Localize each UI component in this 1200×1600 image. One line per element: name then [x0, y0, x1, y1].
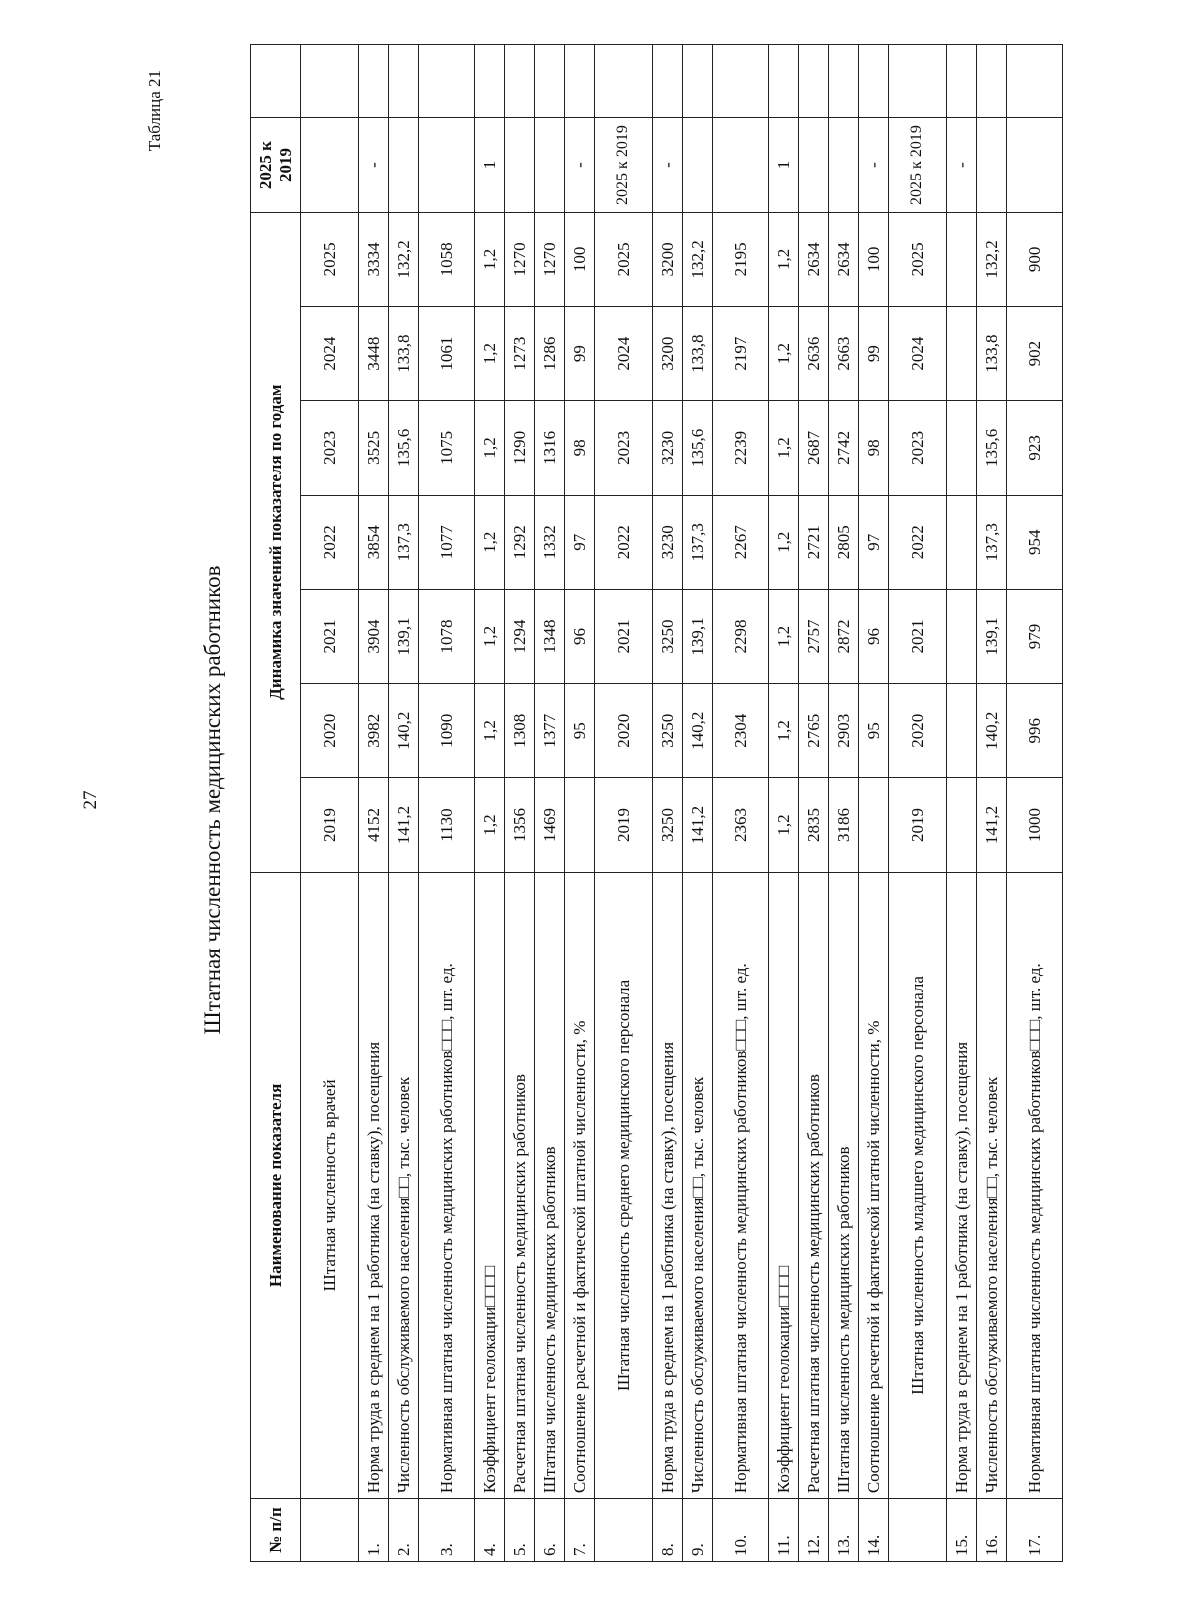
- row-num: 16.: [977, 1499, 1007, 1562]
- section-num: [301, 1499, 359, 1562]
- year-cell: 2024: [595, 307, 653, 401]
- value-cell: 1,2: [769, 684, 799, 778]
- ratio-cell: [683, 118, 713, 212]
- value-cell: 2298: [713, 589, 769, 683]
- year-cell: 2023: [301, 401, 359, 495]
- value-cell: 1,2: [769, 307, 799, 401]
- value-cell: 954: [1007, 495, 1063, 589]
- value-cell: 2197: [713, 307, 769, 401]
- section-title: Штатная численность врачей: [301, 872, 359, 1498]
- value-cell: [859, 778, 889, 872]
- value-cell: 139,1: [977, 589, 1007, 683]
- row-num: 15.: [947, 1499, 977, 1562]
- extra-cell: [859, 45, 889, 118]
- table-row: [947, 45, 977, 1562]
- row-num: 7.: [565, 1499, 595, 1562]
- value-cell: 95: [859, 684, 889, 778]
- row-name: Норма труда в среднем на 1 работника (на ставку), посещения: [359, 872, 389, 1498]
- section-row: [889, 45, 947, 1562]
- row-num: 11.: [769, 1499, 799, 1562]
- value-cell: 1130: [419, 778, 475, 872]
- value-cell: 141,2: [389, 778, 419, 872]
- value-cell: 141,2: [977, 778, 1007, 872]
- row-name: Норма труда в среднем на 1 работника (на ставку), посещения: [653, 872, 683, 1498]
- extra-cell: [565, 45, 595, 118]
- year-cell: 2022: [595, 495, 653, 589]
- ratio-cell: -: [947, 118, 977, 212]
- extra-cell: [1007, 45, 1063, 118]
- value-cell: [565, 778, 595, 872]
- value-cell: 1,2: [769, 495, 799, 589]
- value-cell: 1000: [1007, 778, 1063, 872]
- extra-cell: [889, 45, 947, 118]
- value-cell: 135,6: [683, 401, 713, 495]
- ratio-cell: [505, 118, 535, 212]
- header-ratio: 2025 к 2019: [251, 118, 301, 212]
- value-cell: 2363: [713, 778, 769, 872]
- extra-cell: [505, 45, 535, 118]
- row-name: Численность обслуживаемого населения□□, тыс. человек: [389, 872, 419, 1498]
- section-row: [301, 45, 359, 1562]
- value-cell: 139,1: [389, 589, 419, 683]
- year-cell: 2023: [595, 401, 653, 495]
- ratio-cell: 1: [769, 118, 799, 212]
- value-cell: 137,3: [389, 495, 419, 589]
- year-cell: 2021: [889, 589, 947, 683]
- ratio-cell: [419, 118, 475, 212]
- row-name: Штатная численность медицинских работников: [829, 872, 859, 1498]
- row-num: 17.: [1007, 1499, 1063, 1562]
- table-row: [829, 45, 859, 1562]
- value-cell: 1290: [505, 401, 535, 495]
- ratio-cell: [829, 118, 859, 212]
- value-cell: 900: [1007, 212, 1063, 306]
- row-name: Коэффициент геолокации□□□□: [475, 872, 505, 1498]
- extra-cell: [947, 45, 977, 118]
- row-num: 4.: [475, 1499, 505, 1562]
- year-cell: 2019: [889, 778, 947, 872]
- value-cell: 3200: [653, 212, 683, 306]
- year-cell: 2025: [301, 212, 359, 306]
- header-num: № п/п: [251, 1499, 301, 1562]
- value-cell: 4152: [359, 778, 389, 872]
- value-cell: 133,8: [683, 307, 713, 401]
- value-cell: 1,2: [475, 778, 505, 872]
- value-cell: [947, 589, 977, 683]
- ratio-cell: 1: [475, 118, 505, 212]
- row-num: 9.: [683, 1499, 713, 1562]
- year-cell: 2021: [301, 589, 359, 683]
- value-cell: 133,8: [977, 307, 1007, 401]
- header-empty: [251, 45, 301, 118]
- extra-cell: [683, 45, 713, 118]
- value-cell: 1,2: [769, 401, 799, 495]
- value-cell: 135,6: [389, 401, 419, 495]
- ratio-cell: [799, 118, 829, 212]
- value-cell: 133,8: [389, 307, 419, 401]
- value-cell: 3200: [653, 307, 683, 401]
- value-cell: 1077: [419, 495, 475, 589]
- row-num: 2.: [389, 1499, 419, 1562]
- ratio-cell: [301, 118, 359, 212]
- value-cell: 1273: [505, 307, 535, 401]
- row-name: Нормативная штатная численность медицинских работников□□□, шт. ед.: [713, 872, 769, 1498]
- extra-cell: [713, 45, 769, 118]
- section-title: Штатная численность младшего медицинского персонала: [889, 872, 947, 1498]
- table-row: [389, 45, 419, 1562]
- value-cell: 1332: [535, 495, 565, 589]
- ratio-cell: -: [653, 118, 683, 212]
- year-cell: 2020: [301, 684, 359, 778]
- value-cell: 132,2: [683, 212, 713, 306]
- value-cell: [947, 307, 977, 401]
- value-cell: 923: [1007, 401, 1063, 495]
- value-cell: 2721: [799, 495, 829, 589]
- value-cell: 3230: [653, 495, 683, 589]
- header-name: Наименование показателя: [251, 872, 301, 1498]
- year-cell: 2021: [595, 589, 653, 683]
- value-cell: 1270: [535, 212, 565, 306]
- year-cell: 2024: [301, 307, 359, 401]
- ratio-cell: [713, 118, 769, 212]
- section-row: [595, 45, 653, 1562]
- ratio-cell: [977, 118, 1007, 212]
- value-cell: 1286: [535, 307, 565, 401]
- value-cell: 1377: [535, 684, 565, 778]
- staff-table: [250, 44, 1063, 1562]
- value-cell: 902: [1007, 307, 1063, 401]
- extra-cell: [359, 45, 389, 118]
- value-cell: 2765: [799, 684, 829, 778]
- value-cell: 3982: [359, 684, 389, 778]
- value-cell: 1,2: [769, 778, 799, 872]
- value-cell: 2634: [829, 212, 859, 306]
- value-cell: 1270: [505, 212, 535, 306]
- value-cell: 1,2: [475, 495, 505, 589]
- value-cell: [947, 684, 977, 778]
- value-cell: 2267: [713, 495, 769, 589]
- value-cell: 2663: [829, 307, 859, 401]
- row-name: Численность обслуживаемого населения□□, тыс. человек: [683, 872, 713, 1498]
- value-cell: 1348: [535, 589, 565, 683]
- value-cell: 95: [565, 684, 595, 778]
- value-cell: 3448: [359, 307, 389, 401]
- value-cell: [947, 778, 977, 872]
- ratio-cell: -: [859, 118, 889, 212]
- value-cell: 3854: [359, 495, 389, 589]
- value-cell: 1,2: [475, 307, 505, 401]
- table-row: [359, 45, 389, 1562]
- extra-cell: [595, 45, 653, 118]
- row-name: Численность обслуживаемого населения□□, тыс. человек: [977, 872, 1007, 1498]
- value-cell: 3230: [653, 401, 683, 495]
- value-cell: 98: [859, 401, 889, 495]
- extra-cell: [419, 45, 475, 118]
- extra-cell: [829, 45, 859, 118]
- row-num: 13.: [829, 1499, 859, 1562]
- value-cell: 2903: [829, 684, 859, 778]
- extra-cell: [389, 45, 419, 118]
- ratio-cell: -: [359, 118, 389, 212]
- value-cell: 141,2: [683, 778, 713, 872]
- value-cell: 140,2: [977, 684, 1007, 778]
- year-cell: 2023: [889, 401, 947, 495]
- ratio-cell: -: [565, 118, 595, 212]
- section-num: [889, 1499, 947, 1562]
- table-row: [977, 45, 1007, 1562]
- value-cell: 1356: [505, 778, 535, 872]
- value-cell: 135,6: [977, 401, 1007, 495]
- value-cell: [947, 401, 977, 495]
- value-cell: 979: [1007, 589, 1063, 683]
- value-cell: 99: [859, 307, 889, 401]
- row-num: 3.: [419, 1499, 475, 1562]
- table-label: Таблица 21: [145, 70, 164, 152]
- value-cell: 1,2: [475, 589, 505, 683]
- value-cell: 2636: [799, 307, 829, 401]
- value-cell: 1469: [535, 778, 565, 872]
- header-row: [251, 45, 301, 1562]
- value-cell: 2687: [799, 401, 829, 495]
- row-num: 1.: [359, 1499, 389, 1562]
- row-name: Соотношение расчетной и фактической штатной численности, %: [565, 872, 595, 1498]
- section-num: [595, 1499, 653, 1562]
- extra-cell: [977, 45, 1007, 118]
- extra-cell: [301, 45, 359, 118]
- value-cell: 3525: [359, 401, 389, 495]
- value-cell: 140,2: [389, 684, 419, 778]
- value-cell: 137,3: [683, 495, 713, 589]
- row-num: 6.: [535, 1499, 565, 1562]
- table-row: [419, 45, 475, 1562]
- value-cell: 1061: [419, 307, 475, 401]
- year-cell: 2025: [595, 212, 653, 306]
- value-cell: 1,2: [475, 212, 505, 306]
- year-cell: 2020: [595, 684, 653, 778]
- year-cell: 2020: [889, 684, 947, 778]
- value-cell: 96: [565, 589, 595, 683]
- value-cell: 3334: [359, 212, 389, 306]
- table-row: [475, 45, 505, 1562]
- extra-cell: [769, 45, 799, 118]
- table-row: [859, 45, 889, 1562]
- table-row: [683, 45, 713, 1562]
- value-cell: 1308: [505, 684, 535, 778]
- value-cell: 2195: [713, 212, 769, 306]
- row-name: Соотношение расчетной и фактической штатной численности, %: [859, 872, 889, 1498]
- value-cell: 1292: [505, 495, 535, 589]
- value-cell: 139,1: [683, 589, 713, 683]
- table-row: [505, 45, 535, 1562]
- ratio-header-cell: 2025 к 2019: [889, 118, 947, 212]
- value-cell: 1075: [419, 401, 475, 495]
- row-num: 5.: [505, 1499, 535, 1562]
- row-name: Коэффициент геолокации□□□□: [769, 872, 799, 1498]
- value-cell: 1058: [419, 212, 475, 306]
- year-cell: 2019: [595, 778, 653, 872]
- value-cell: 2239: [713, 401, 769, 495]
- value-cell: 3250: [653, 684, 683, 778]
- table-row: [769, 45, 799, 1562]
- extra-cell: [535, 45, 565, 118]
- extra-cell: [799, 45, 829, 118]
- value-cell: 2835: [799, 778, 829, 872]
- value-cell: 100: [565, 212, 595, 306]
- table-row: [653, 45, 683, 1562]
- value-cell: 2805: [829, 495, 859, 589]
- year-cell: 2019: [301, 778, 359, 872]
- extra-cell: [653, 45, 683, 118]
- value-cell: 1,2: [475, 401, 505, 495]
- value-cell: 96: [859, 589, 889, 683]
- extra-cell: [475, 45, 505, 118]
- value-cell: 1,2: [475, 684, 505, 778]
- row-name: Штатная численность медицинских работников: [535, 872, 565, 1498]
- value-cell: 1294: [505, 589, 535, 683]
- row-num: 14.: [859, 1499, 889, 1562]
- value-cell: 3250: [653, 589, 683, 683]
- value-cell: 99: [565, 307, 595, 401]
- value-cell: [947, 212, 977, 306]
- section-title: Штатная численность среднего медицинского персонала: [595, 872, 653, 1498]
- row-name: Норма труда в среднем на 1 работника (на ставку), посещения: [947, 872, 977, 1498]
- value-cell: 1078: [419, 589, 475, 683]
- table-row: [535, 45, 565, 1562]
- value-cell: 2872: [829, 589, 859, 683]
- value-cell: 3904: [359, 589, 389, 683]
- page-title: Штатная численность медицинских работников: [200, 565, 225, 1035]
- value-cell: 140,2: [683, 684, 713, 778]
- value-cell: 3186: [829, 778, 859, 872]
- year-cell: 2022: [889, 495, 947, 589]
- value-cell: 97: [565, 495, 595, 589]
- year-cell: 2025: [889, 212, 947, 306]
- value-cell: 132,2: [389, 212, 419, 306]
- table-body: [301, 45, 1063, 1562]
- value-cell: 2742: [829, 401, 859, 495]
- value-cell: 132,2: [977, 212, 1007, 306]
- value-cell: 1,2: [769, 212, 799, 306]
- value-cell: 2634: [799, 212, 829, 306]
- header-dynamics: Динамика значений показателя по годам: [251, 212, 301, 872]
- value-cell: 137,3: [977, 495, 1007, 589]
- ratio-cell: [389, 118, 419, 212]
- value-cell: [947, 495, 977, 589]
- row-num: 8.: [653, 1499, 683, 1562]
- value-cell: 3250: [653, 778, 683, 872]
- value-cell: 98: [565, 401, 595, 495]
- table-row: [713, 45, 769, 1562]
- table-row: [799, 45, 829, 1562]
- row-name: Расчетная штатная численность медицинских работников: [799, 872, 829, 1498]
- table-row: [565, 45, 595, 1562]
- value-cell: 2304: [713, 684, 769, 778]
- value-cell: 100: [859, 212, 889, 306]
- ratio-cell: [1007, 118, 1063, 212]
- year-cell: 2024: [889, 307, 947, 401]
- row-name: Нормативная штатная численность медицинских работников□□□, шт. ед.: [1007, 872, 1063, 1498]
- value-cell: 996: [1007, 684, 1063, 778]
- row-num: 10.: [713, 1499, 769, 1562]
- page-number: 27: [80, 790, 101, 810]
- table-row: [1007, 45, 1063, 1562]
- value-cell: 2757: [799, 589, 829, 683]
- row-num: 12.: [799, 1499, 829, 1562]
- value-cell: 1090: [419, 684, 475, 778]
- ratio-cell: [535, 118, 565, 212]
- value-cell: 1,2: [769, 589, 799, 683]
- value-cell: 1316: [535, 401, 565, 495]
- ratio-header-cell: 2025 к 2019: [595, 118, 653, 212]
- row-name: Нормативная штатная численность медицинских работников□□□, шт. ед.: [419, 872, 475, 1498]
- row-name: Расчетная штатная численность медицинских работников: [505, 872, 535, 1498]
- value-cell: 97: [859, 495, 889, 589]
- year-cell: 2022: [301, 495, 359, 589]
